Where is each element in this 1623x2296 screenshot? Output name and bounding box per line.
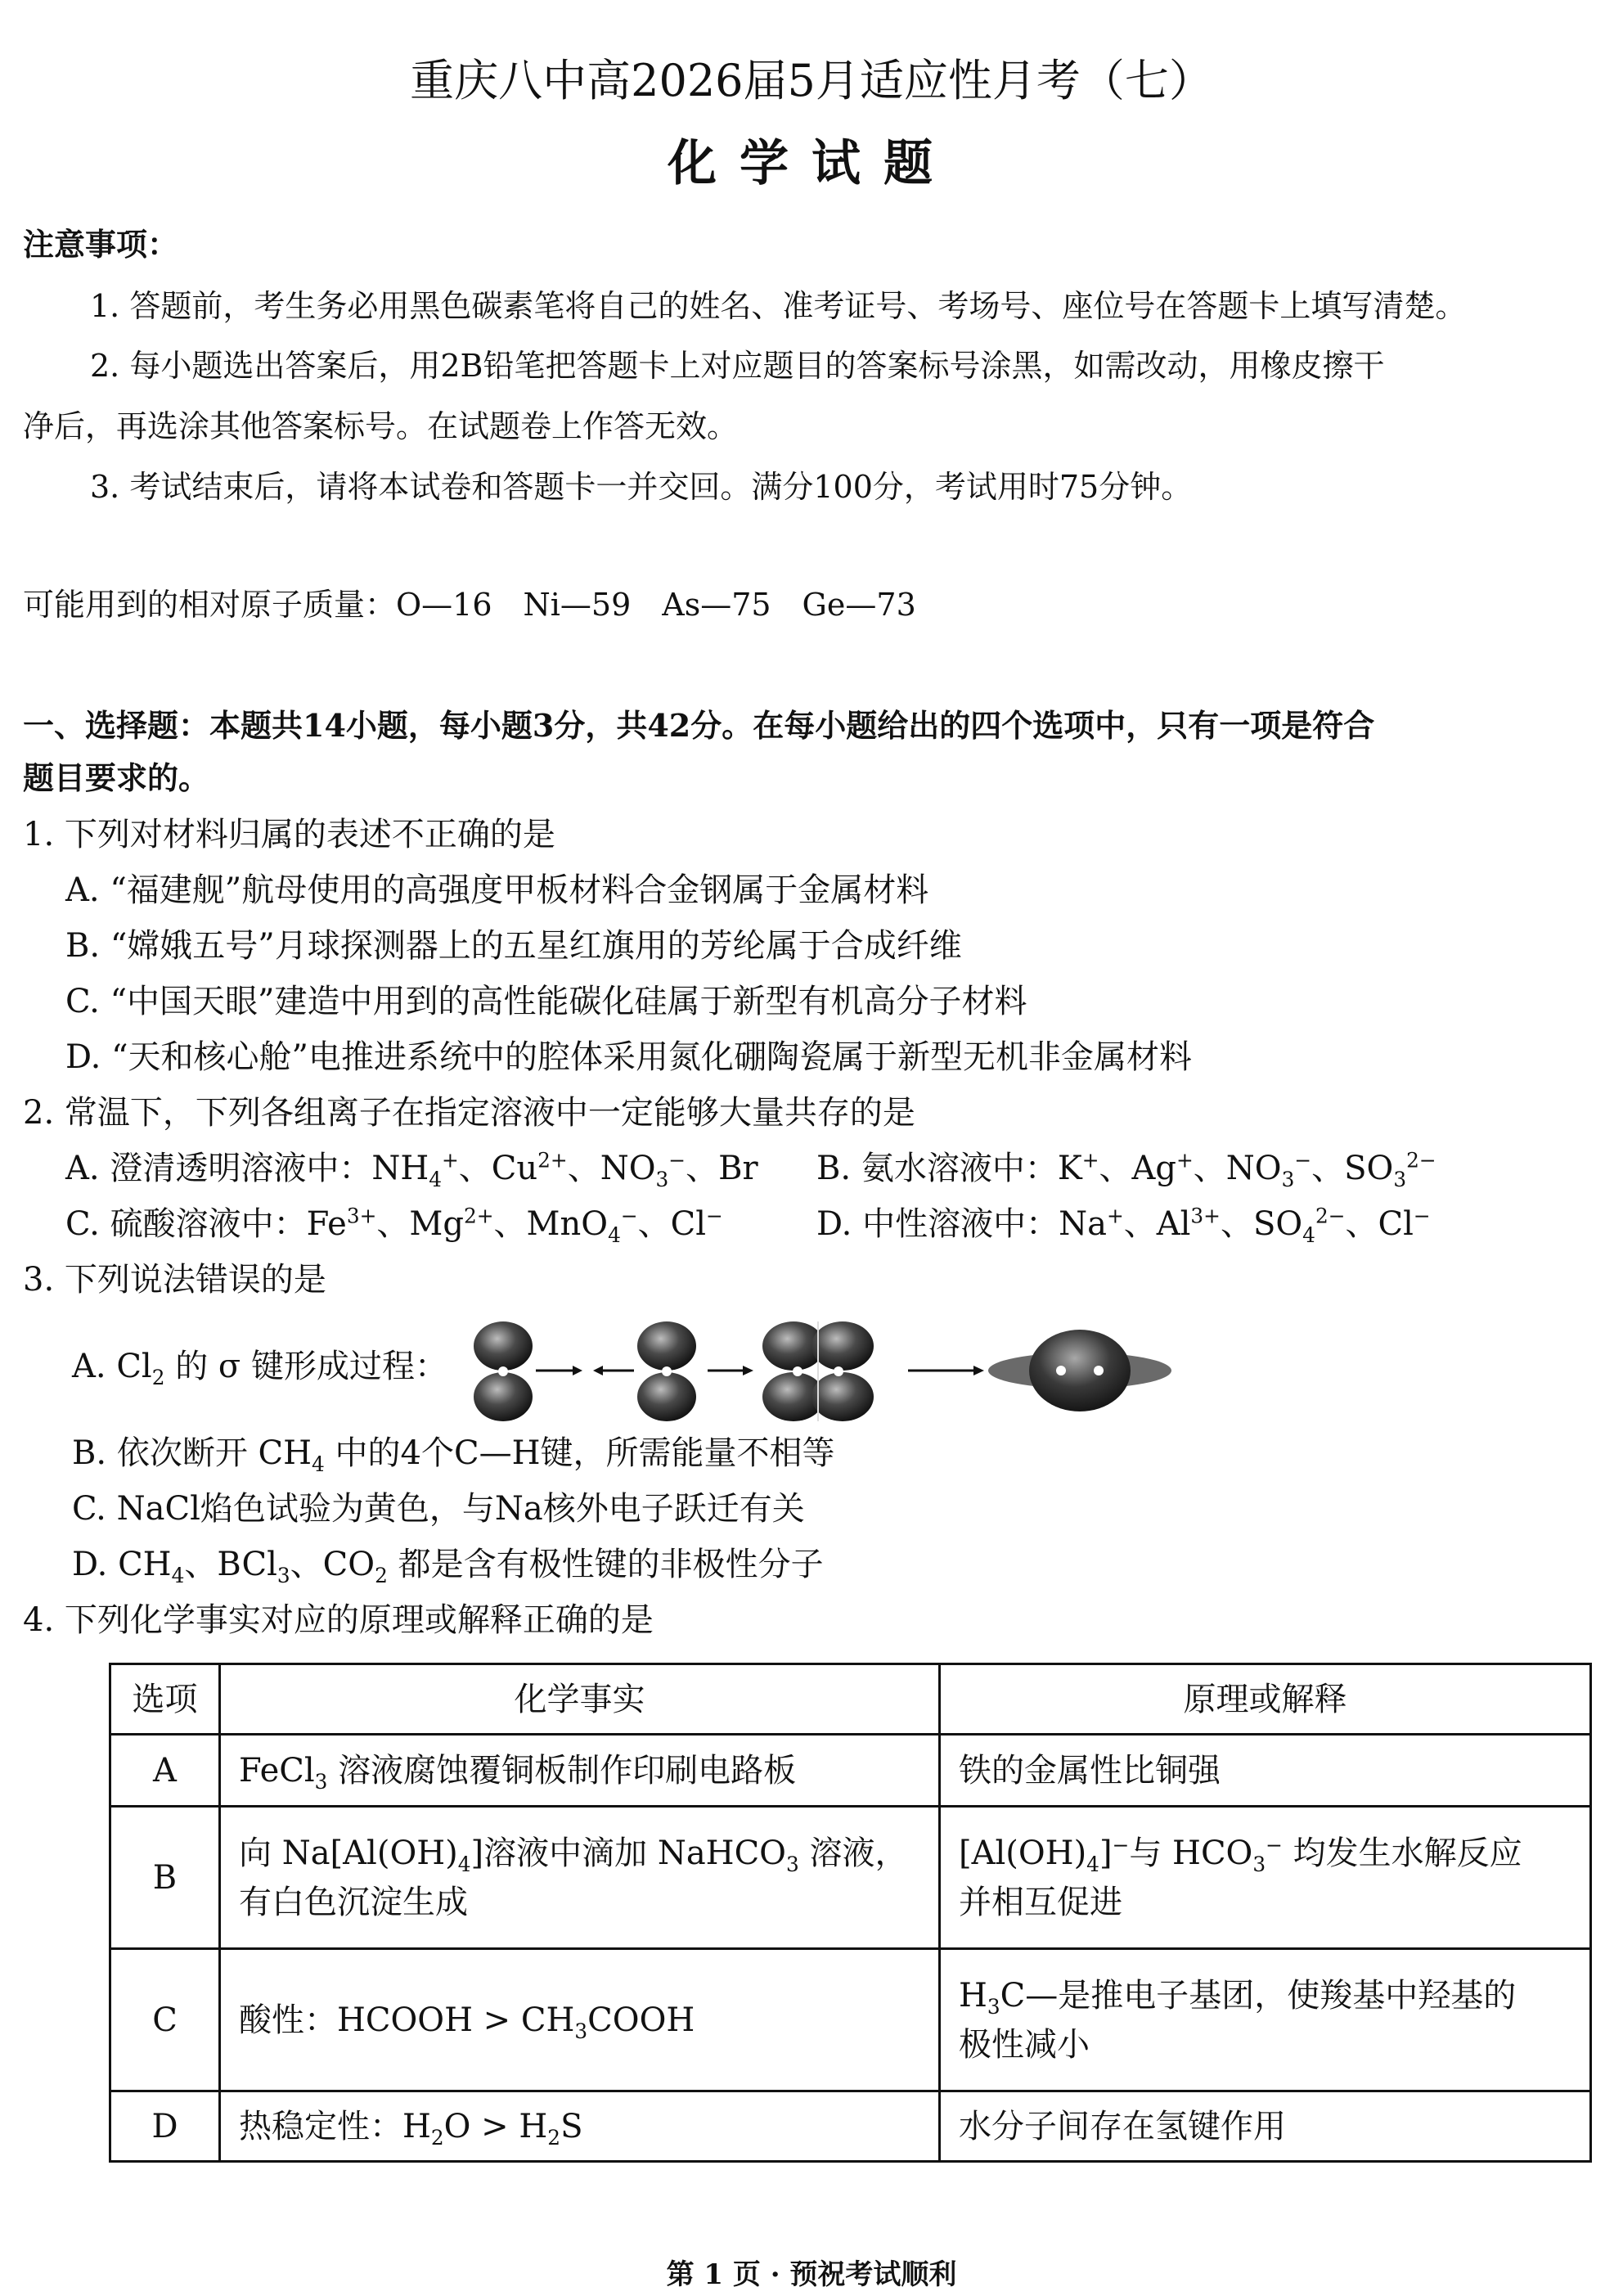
row-a-fact: FeCl$_3$ 溶液腐蚀覆铜板制作印刷电路板 — [220, 1735, 940, 1807]
orbital-stage-2 — [762, 1321, 874, 1421]
q2-option-b — [816, 1148, 1436, 1191]
notice-item-2-line2: 净后，再选涂其他答案标号。在试题卷上作答无效。 — [23, 408, 739, 444]
q4-table — [109, 1663, 1592, 2163]
q3-option-a — [72, 1348, 447, 1389]
q3-option-d-mid1: 、BCl — [184, 1546, 277, 1583]
q3-option-a-suffix: 的 σ 键形成过程： — [164, 1348, 447, 1385]
q3-option-b — [72, 1434, 835, 1476]
q4-stem: 4. 下列化学事实对应的原理或解释正确的是 — [23, 1601, 654, 1639]
notice-item-1: 1. 答题前，考生务必用黑色碳素笔将自己的姓名、准考证号、考场号、座位号在答题卡上填写清楚。 — [90, 288, 1467, 324]
q2-option-a — [65, 1148, 758, 1191]
row-b-fact-line2: 有白色沉淀生成 — [239, 1883, 468, 1921]
col-header-option: 选项 — [110, 1664, 220, 1735]
page-footer: 第 1 页 · 预祝考试顺利 — [666, 2258, 957, 2291]
q2-option-c-ions: $Fe^{3+}$、$Mg^{2+}$、MnO$_4$−、Cl− — [306, 1204, 723, 1247]
q2-option-d-prefix: D. 中性溶液中： — [816, 1205, 1059, 1243]
orbital-stage-3-arrow — [908, 1366, 984, 1375]
section1-line1: 一、选择题：本题共14小题，每小题3分，共42分。在每小题给出的四个选项中，只有一项是符合 — [23, 707, 1375, 744]
q3-option-b-pre: B. 依次断开 CH — [72, 1434, 312, 1472]
row-b-reason-line2: 并相互促进 — [959, 1883, 1122, 1921]
q1-option-b: B. “嫦娥五号”月球探测器上的五星红旗用的芳纶属于合成纤维 — [65, 927, 962, 965]
table-row — [110, 2091, 1591, 2162]
col-header-reason: 原理或解释 — [940, 1664, 1591, 1735]
q3-option-c: C. NaCl焰色试验为黄色，与Na核外电子跃迁有关 — [72, 1490, 805, 1528]
subject-title: 化学试题 — [668, 135, 955, 192]
table-row — [110, 1735, 1591, 1807]
q3-option-a-prefix: A. Cl — [72, 1348, 152, 1385]
row-c-reason: $H_3C—$是推电子基团，使羧基中羟基的 极性减小 — [940, 1949, 1591, 2091]
q3-option-b-sub: 4 — [312, 1452, 325, 1476]
row-label-b: B — [110, 1807, 220, 1949]
row-c-fact: 酸性：HCOOH > $CH_3COOH$ — [220, 1949, 940, 2091]
q3-option-d-pre: D. CH — [72, 1546, 172, 1583]
q1-option-c: C. “中国天眼”建造中用到的高性能碳化硅属于新型有机高分子材料 — [65, 983, 1027, 1020]
row-label-d: D — [110, 2091, 220, 2162]
orbital-stage-3 — [988, 1330, 1171, 1411]
row-d-reason: 水分子间存在氢键作用 — [940, 2091, 1591, 2162]
table-row — [110, 1949, 1591, 2091]
q2-stem: 2. 常温下，下列各组离子在指定溶液中一定能够大量共存的是 — [23, 1094, 915, 1132]
exam-title: 重庆八中高2026届5月适应性月考（七） — [410, 55, 1213, 106]
sigma-bond-orbital-diagram — [470, 1297, 1190, 1444]
orbital-stage-1 — [474, 1321, 696, 1421]
q2-option-c-prefix: C. 硫酸溶液中： — [65, 1205, 307, 1243]
notice-heading: 注意事项： — [23, 226, 179, 263]
section1-line2: 题目要求的。 — [23, 759, 210, 796]
row-c-reason-line2: 极性减小 — [959, 2025, 1090, 2064]
q2-option-b-prefix: B. 氨水溶液中： — [816, 1150, 1058, 1187]
atomic-mass-line: 可能用到的相对原子质量：O—16 Ni—59 As—75 Ge—73 — [23, 587, 916, 623]
notice-item-2-line1: 2. 每小题选出答案后，用2B铅笔把答题卡上对应题目的答案标号涂黑，如需改动，用橡皮擦干 — [90, 348, 1385, 384]
q3-stem: 3. 下列说法错误的是 — [23, 1261, 326, 1299]
orbital-stage-2-arrow — [708, 1366, 753, 1375]
q2-option-a-prefix: A. 澄清透明溶液中： — [65, 1150, 372, 1187]
q2-option-d — [816, 1204, 1431, 1247]
row-d-fact: 热稳定性：$H_2O > H_2S$ — [220, 2091, 940, 2162]
table-header-row — [110, 1664, 1591, 1735]
col-header-fact: 化学事实 — [220, 1664, 940, 1735]
q1-option-a: A. “福建舰”航母使用的高强度甲板材料合金钢属于金属材料 — [65, 871, 929, 909]
q1-option-d: D. “天和核心舱”电推进系统中的腔体采用氮化硼陶瓷属于新型无机非金属材料 — [65, 1038, 1192, 1076]
table-row — [110, 1807, 1591, 1949]
notice-item-3: 3. 考试结束后，请将本试卷和答题卡一并交回。满分100分，考试用时75分钟。 — [90, 469, 1193, 505]
row-label-a: A — [110, 1735, 220, 1807]
q2-option-d-ions: Na+、$Al^{3+}$、$SO_4^{2-}$、Cl− — [1059, 1204, 1431, 1247]
q3-option-a-sub: 2 — [151, 1366, 165, 1389]
q2-option-c — [65, 1204, 723, 1247]
q3-option-d-mid2: 、CO — [290, 1546, 375, 1583]
row-b-fact: 向 $Na[Al(OH)_4]$溶液中滴加 NaHCO$_3$ 溶液， 有白色沉淀生成 — [220, 1807, 940, 1949]
q3-option-d-post: 都是含有极性键的非极性分子 — [387, 1546, 824, 1583]
q2-option-b-ions: K+、Ag+、$NO_3^-$、$SO_3^{2-}$ — [1057, 1148, 1436, 1191]
row-b-reason: $[Al(OH)_4]^-$与 $HCO_3^-$ 均发生水解反应 并相互促进 — [940, 1807, 1591, 1949]
q3-option-d: D. $CH_4$、BCl$_3$、$CO_2$ 都是含有极性键的非极性分子 — [72, 1546, 824, 1587]
row-a-reason: 铁的金属性比铜强 — [940, 1735, 1591, 1807]
q1-stem: 1. 下列对材料归属的表述不正确的是 — [23, 816, 555, 853]
row-label-c: C — [110, 1949, 220, 2091]
q2-option-a-ions: $NH_4^+$、$Cu^{2+}$、$NO_3^-$、Br — [371, 1148, 758, 1191]
q3-option-b-post: 中的4个C—H键，所需能量不相等 — [324, 1434, 835, 1472]
